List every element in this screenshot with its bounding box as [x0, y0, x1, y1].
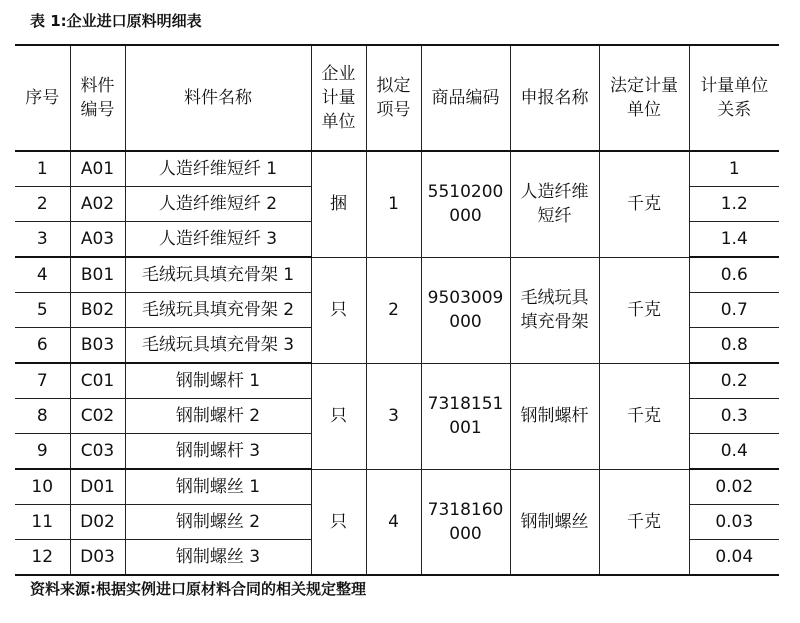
cell-declared-name: 钢制螺丝: [510, 469, 599, 575]
cell-code: A02: [70, 187, 125, 222]
cell-seq: 1: [15, 151, 70, 187]
cell-name: 人造纤维短纤 1: [125, 151, 311, 187]
cell-legal-unit: 千克: [599, 151, 689, 257]
cell-ratio: 0.02: [689, 469, 779, 505]
cell-name: 钢制螺杆 3: [125, 434, 311, 470]
table-caption: 表 1:企业进口原料明细表: [30, 12, 202, 30]
cell-seq: 8: [15, 399, 70, 434]
cell-seq: 4: [15, 257, 70, 293]
cell-code: C02: [70, 399, 125, 434]
cell-ratio: 0.7: [689, 293, 779, 328]
cell-name: 毛绒玩具填充骨架 2: [125, 293, 311, 328]
cell-seq: 7: [15, 363, 70, 399]
cell-legal-unit: 千克: [599, 257, 689, 363]
table-row: [15, 469, 779, 505]
table-row: [15, 151, 779, 187]
cell-ratio: 1.2: [689, 187, 779, 222]
cell-code: B02: [70, 293, 125, 328]
cell-ratio: 0.3: [689, 399, 779, 434]
header-declared-name: 申报名称: [510, 45, 599, 151]
cell-ratio: 0.4: [689, 434, 779, 470]
cell-name: 钢制螺杆 1: [125, 363, 311, 399]
cell-seq: 11: [15, 505, 70, 540]
cell-seq: 9: [15, 434, 70, 470]
table-row: [15, 257, 779, 293]
cell-seq: 10: [15, 469, 70, 505]
cell-name: 毛绒玩具填充骨架 3: [125, 328, 311, 364]
cell-ratio: 1.4: [689, 222, 779, 258]
header-corp-unit: 企业 计量 单位: [311, 45, 366, 151]
cell-legal-unit: 千克: [599, 363, 689, 469]
cell-declared-name: 人造纤维 短纤: [510, 151, 599, 257]
header-material-name: 料件名称: [125, 45, 311, 151]
cell-code: D01: [70, 469, 125, 505]
cell-ratio: 1: [689, 151, 779, 187]
header-hs-code: 商品编码: [421, 45, 510, 151]
cell-code: A01: [70, 151, 125, 187]
cell-code: B03: [70, 328, 125, 364]
source-note: 资料来源:根据实例进口原材料合同的相关规定整理: [30, 580, 367, 598]
cell-corp-unit: 捆: [311, 151, 366, 257]
cell-ratio: 0.2: [689, 363, 779, 399]
cell-name: 人造纤维短纤 2: [125, 187, 311, 222]
table-row: [15, 363, 779, 399]
cell-item-no: 1: [366, 151, 421, 257]
import-materials-table: [15, 44, 779, 576]
cell-corp-unit: 只: [311, 257, 366, 363]
header-unit-ratio: 计量单位 关系: [689, 45, 779, 151]
cell-name: 钢制螺丝 2: [125, 505, 311, 540]
cell-seq: 6: [15, 328, 70, 364]
cell-seq: 5: [15, 293, 70, 328]
cell-seq: 12: [15, 540, 70, 576]
cell-item-no: 4: [366, 469, 421, 575]
cell-code: C03: [70, 434, 125, 470]
cell-item-no: 3: [366, 363, 421, 469]
cell-hs-code: 5510200 000: [421, 151, 510, 257]
cell-ratio: 0.04: [689, 540, 779, 576]
cell-corp-unit: 只: [311, 363, 366, 469]
cell-seq: 3: [15, 222, 70, 258]
cell-ratio: 0.8: [689, 328, 779, 364]
cell-hs-code: 9503009 000: [421, 257, 510, 363]
header-legal-unit: 法定计量 单位: [599, 45, 689, 151]
cell-code: C01: [70, 363, 125, 399]
cell-code: D03: [70, 540, 125, 576]
cell-item-no: 2: [366, 257, 421, 363]
cell-declared-name: 毛绒玩具 填充骨架: [510, 257, 599, 363]
header-material-code: 料件 编号: [70, 45, 125, 151]
cell-declared-name: 钢制螺杆: [510, 363, 599, 469]
cell-ratio: 0.6: [689, 257, 779, 293]
cell-seq: 2: [15, 187, 70, 222]
cell-name: 毛绒玩具填充骨架 1: [125, 257, 311, 293]
cell-code: D02: [70, 505, 125, 540]
header-seq: 序号: [15, 45, 70, 151]
cell-legal-unit: 千克: [599, 469, 689, 575]
cell-name: 钢制螺丝 1: [125, 469, 311, 505]
header-row: [15, 45, 779, 151]
cell-code: B01: [70, 257, 125, 293]
header-item-no: 拟定 项号: [366, 45, 421, 151]
cell-code: A03: [70, 222, 125, 258]
cell-name: 人造纤维短纤 3: [125, 222, 311, 258]
cell-name: 钢制螺丝 3: [125, 540, 311, 576]
cell-name: 钢制螺杆 2: [125, 399, 311, 434]
cell-corp-unit: 只: [311, 469, 366, 575]
cell-hs-code: 7318151 001: [421, 363, 510, 469]
cell-ratio: 0.03: [689, 505, 779, 540]
cell-hs-code: 7318160 000: [421, 469, 510, 575]
